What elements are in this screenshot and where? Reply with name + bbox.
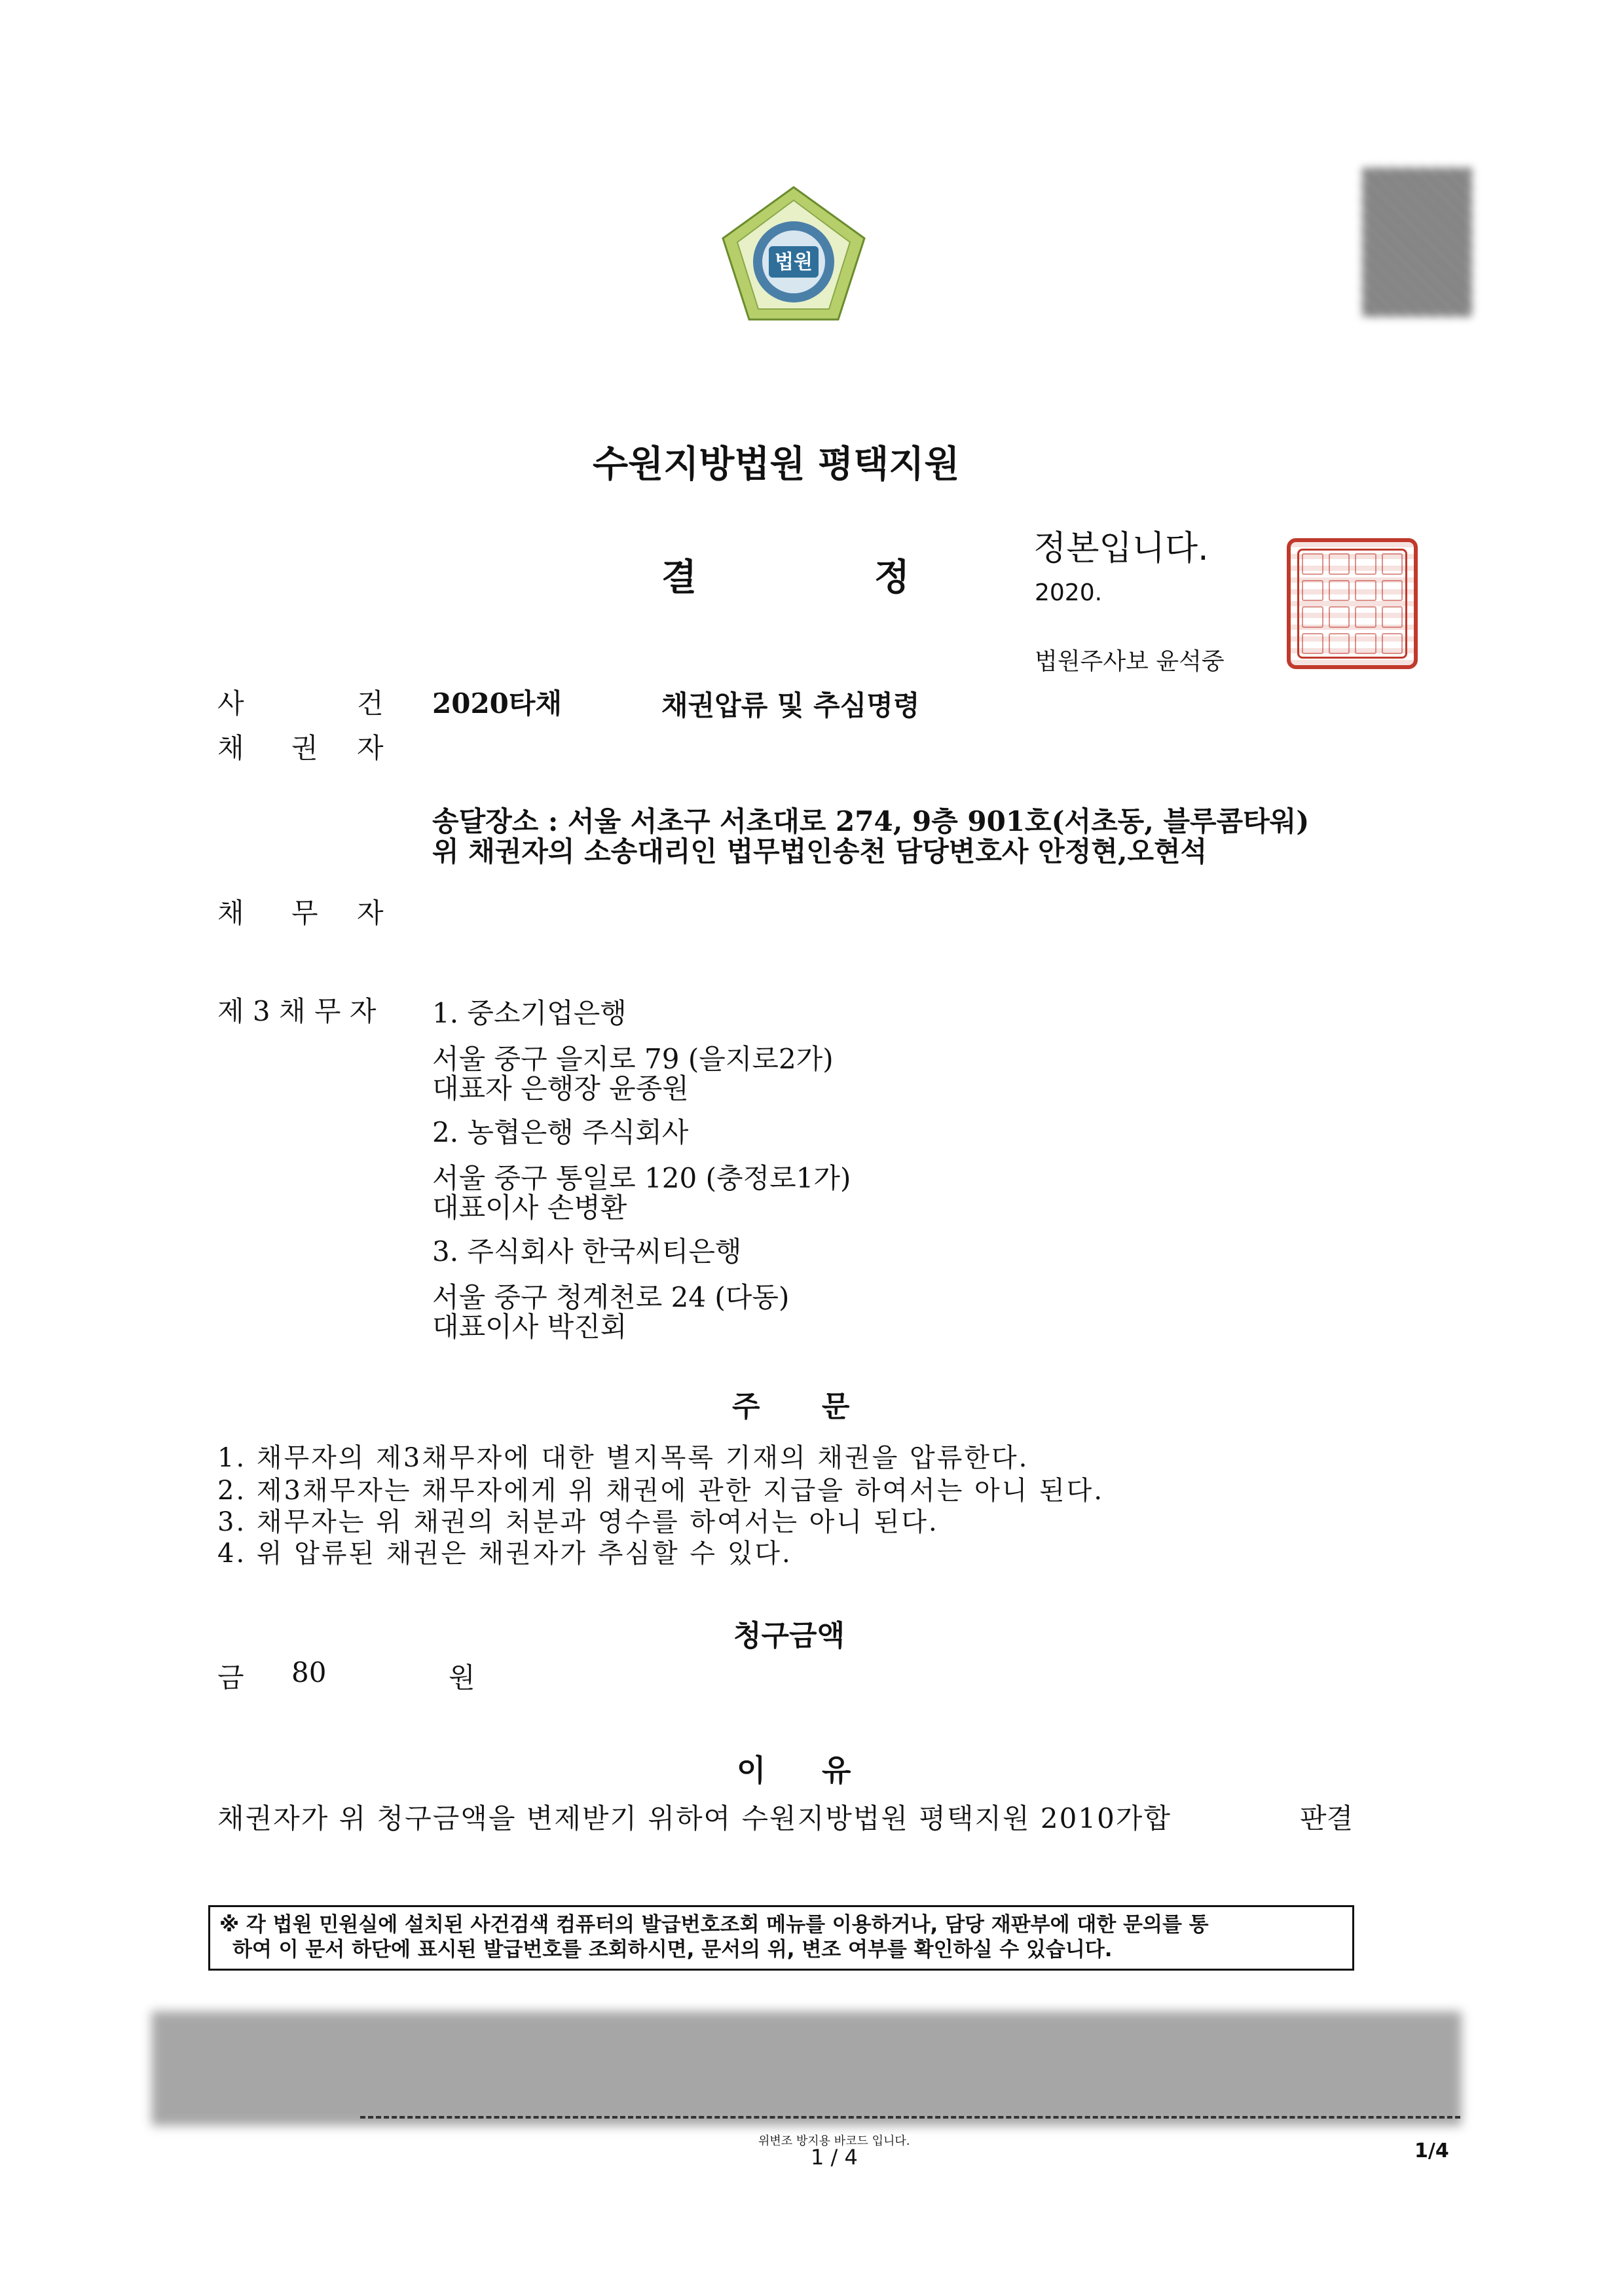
debtor-label-3: 자: [357, 897, 384, 929]
third-debtor-rep-3: 대표이사 박진회: [432, 1311, 627, 1343]
order-item-2: 2. 제3채무자는 채무자에게 위 채권에 관한 지급을 하여서는 아니 된다.: [217, 1476, 1105, 1506]
creditor-label-2: 권: [291, 732, 318, 764]
debtor-label-1: 채: [217, 897, 244, 929]
third-debtor-rep-2: 대표이사 손병환: [432, 1192, 627, 1224]
creditor-service-address: 송달장소 : 서울 서초구 서초대로 274, 9층 901호(서초동, 블루콤타워): [432, 805, 1310, 837]
doc-type-right: 정: [874, 556, 910, 599]
certification-date: 2020.: [1035, 579, 1103, 606]
reason-text: 채권자가 위 청구금액을 변제받기 위하여 수원지방법원 평택지원 2010가합: [217, 1802, 1172, 1834]
barcode-warning: 위변조 방지용 바코드 입니다.: [758, 2134, 910, 2148]
certification-text: 정본입니다.: [1033, 529, 1209, 568]
creditor-label-3: 자: [357, 732, 384, 764]
redacted-barcode: [152, 2011, 1462, 2126]
court-name: 수원지방법원 평택지원: [593, 443, 960, 486]
order-item-3: 3. 채무자는 위 채권의 처분과 영수를 하여서는 아니 된다.: [217, 1507, 939, 1537]
creditor-label-1: 채: [217, 732, 244, 764]
court-emblem-logo: [719, 185, 868, 322]
official-seal-stamp: [1287, 538, 1418, 669]
reason-heading-1: 이: [737, 1753, 766, 1788]
case-title: 채권압류 및 추심명령: [661, 689, 920, 721]
order-item-4: 4. 위 압류된 채권은 채권자가 추심할 수 있다.: [217, 1539, 792, 1569]
third-debtor-name-3: 3. 주식회사 한국씨티은행: [432, 1235, 742, 1267]
verification-notice-box: [208, 1905, 1354, 1971]
page-number-center: 1 / 4: [811, 2145, 858, 2170]
third-debtor-address-2: 서울 중구 통일로 120 (충정로1가): [432, 1162, 851, 1194]
third-debtor-name-2: 2. 농협은행 주식회사: [432, 1116, 689, 1148]
debtor-label-2: 무: [291, 897, 318, 929]
reason-suffix: 판결: [1300, 1802, 1354, 1834]
third-debtor-label: 제 3 채 무 자: [217, 995, 377, 1027]
emblem-label: 법원: [775, 251, 813, 274]
third-debtor-address-3: 서울 중구 청계천로 24 (다동): [432, 1281, 790, 1313]
case-label-1: 사: [217, 687, 244, 720]
doc-type-left: 결: [661, 556, 697, 599]
order-heading-2: 문: [822, 1390, 850, 1423]
reason-heading-2: 유: [822, 1753, 851, 1788]
notice-line-2: 하여 이 문서 하단에 표시된 발급번호를 조회하시면, 문서의 위, 변조 여부를 확인하실 수 있습니다.: [232, 1938, 1113, 1961]
third-debtor-rep-1: 대표자 은행장 윤종원: [432, 1072, 689, 1104]
third-debtor-name-1: 1. 중소기업은행: [432, 997, 627, 1029]
claim-heading: 청구금액: [733, 1619, 845, 1652]
claim-amount: 80: [291, 1656, 327, 1688]
order-heading-1: 주: [732, 1390, 760, 1423]
creditor-representative: 위 채권자의 소송대리인 법무법인송천 담당변호사 안정현,오현석: [432, 835, 1208, 867]
page-number-right: 1/4: [1414, 2140, 1449, 2162]
certification-clerk: 법원주사보 윤석중: [1035, 648, 1225, 675]
redacted-stamp-top: [1362, 168, 1472, 317]
notice-line-1: ※ 각 법원 민원실에 설치된 사건검색 컴퓨터의 발급번호조회 메뉴를 이용하거나, 담당 재판부에 대한 문의를 통: [219, 1913, 1209, 1937]
claim-unit: 원: [449, 1662, 475, 1694]
third-debtor-address-1: 서울 중구 을지로 79 (을지로2가): [432, 1043, 834, 1075]
claim-prefix: 금: [217, 1662, 244, 1694]
order-item-1: 1. 채무자의 제3채무자에 대한 별지목록 기재의 채권을 압류한다.: [217, 1443, 1029, 1473]
case-number: 2020타채: [432, 687, 563, 720]
case-label-2: 건: [357, 687, 384, 720]
barcode-dash-line: [360, 2116, 1460, 2119]
